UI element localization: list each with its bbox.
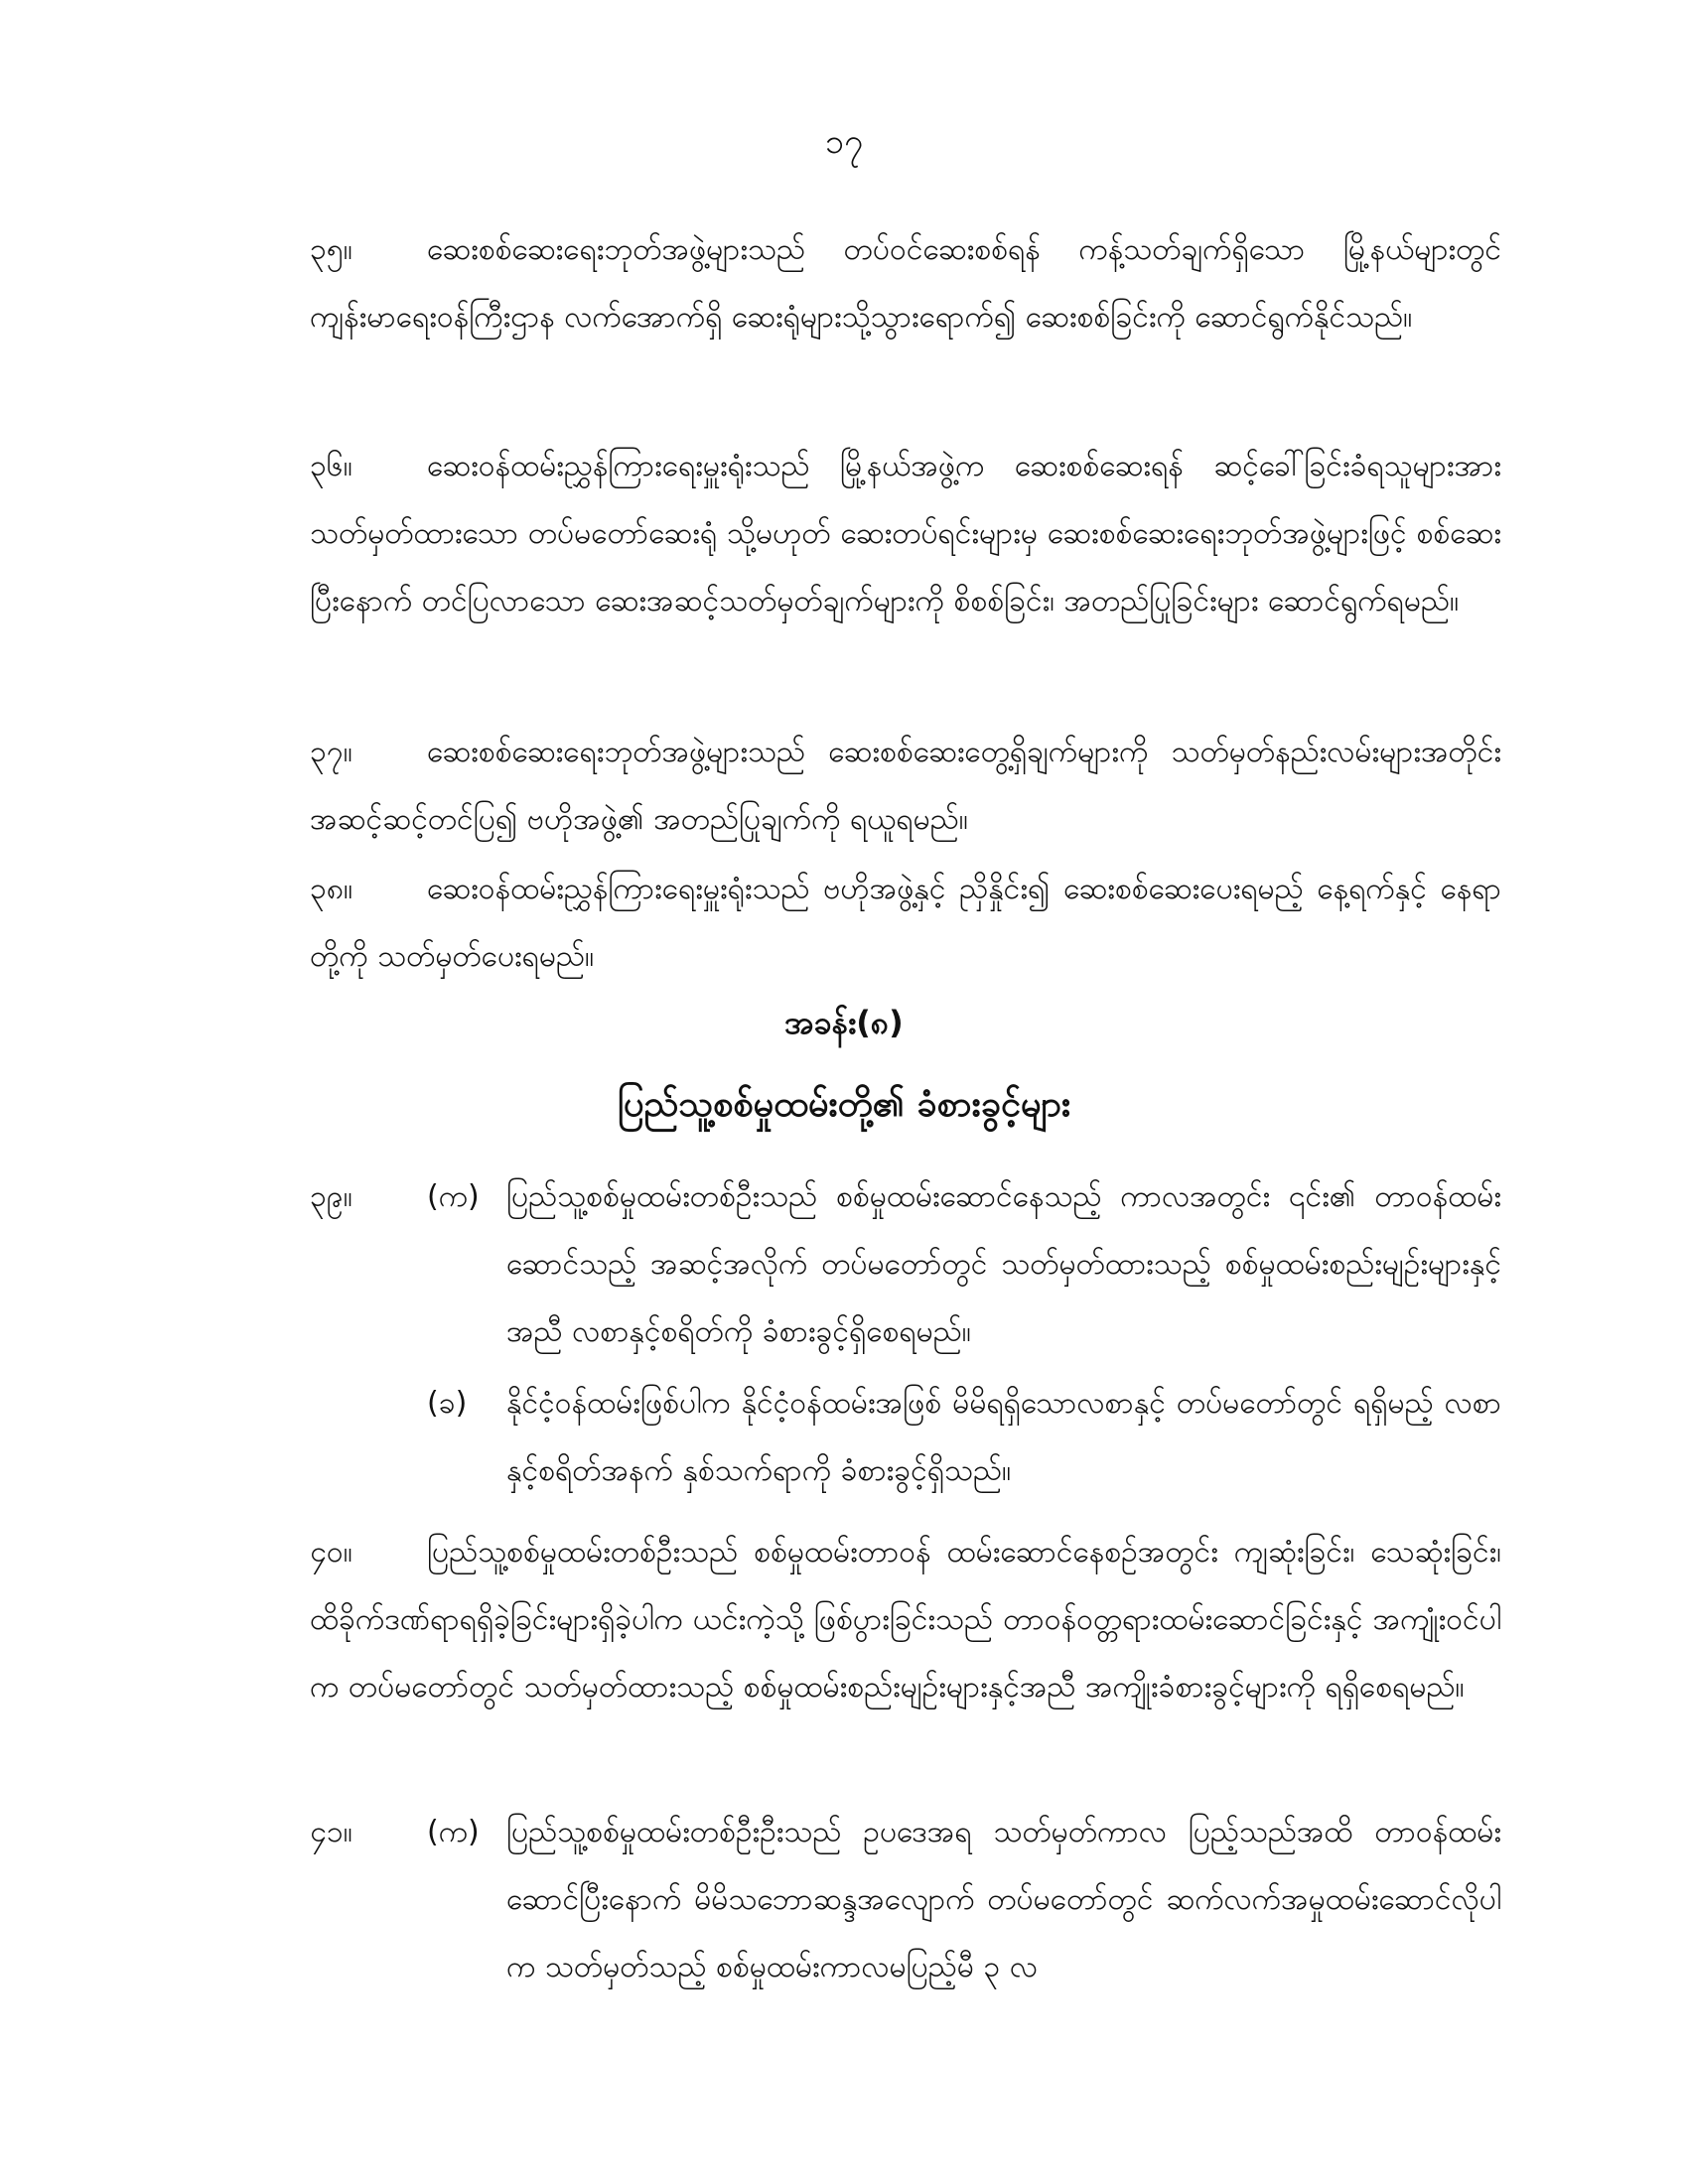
item-marker: (ခ) (427, 1386, 468, 1421)
page-number: ၁၇ (824, 122, 864, 162)
section-number: ၃၈။ (310, 872, 353, 906)
section-number: ၃၆။ (310, 449, 352, 483)
section-38 (310, 856, 1501, 991)
section-35 (310, 216, 1501, 351)
section-text: ပြည်သူ့စစ်မှုထမ်းတစ်ဦးသည် စစ်မှုထမ်းတာဝန် ထမ်းဆောင်နေစဉ်အတွင်း ကျဆုံးခြင်း၊ သေဆုံးခြင်း၊ ထိခိုက်ဒဏ်ရာရရှိခဲ့ခြင်းများရှိခဲ့ပါက ယင်းကဲ့သို့ ဖြစ်ပွားခြင်းသည် တာဝန်ဝတ္တရားထမ်းဆောင်ခြင်းနှင့် အကျုံးဝင်ပါက တပ်မတော်တွင် သတ်မှတ်ထားသည့် စစ်မှုထမ်းစည်းမျဉ်းများနှင့်အညီ အကျိုးခံစားခွင့်များကို ရရှိစေရမည်။ (310, 1535, 1501, 1705)
section-text: ဆေးစစ်ဆေးရေးဘုတ်အဖွဲ့များသည် တပ်ဝင်ဆေးစစ်ရန် ကန့်သတ်ချက်ရှိသော မြို့နယ်များတွင် ကျန်းမာရေးဝန်ကြီးဌာန လက်အောက်ရှိ ဆေးရုံများသို့သွားရောက်၍ ဆေးစစ်ခြင်းကို ဆောင်ရွက်နိုင်သည်။ (310, 232, 1501, 335)
chapter-title: ပြည်သူ့စစ်မှုထမ်းတို့၏ ခံစားခွင့်များ (617, 1084, 1071, 1125)
section-number: ၄၁။ (310, 1815, 352, 1849)
item-marker: (က) (427, 1179, 480, 1214)
item-marker: (က) (427, 1815, 480, 1849)
section-number: ၃၇။ (310, 735, 352, 769)
section-number: ၄၀။ (310, 1535, 352, 1570)
section-number: ၃၅။ (310, 232, 352, 267)
section-text: ဆေးဝန်ထမ်းညွှန်ကြားရေးမှူးရုံးသည် မြို့နယ်အဖွဲ့က ဆေးစစ်ဆေးရန် ဆင့်ခေါ်ခြင်းခံရသူများအား သတ်မှတ်ထားသော တပ်မတော်ဆေးရုံ သို့မဟုတ် ဆေးတပ်ရင်းများမှ ဆေးစစ်ဆေးရေးဘုတ်အဖွဲ့များဖြင့် စစ်ဆေးပြီးနောက် တင်ပြလာသော ဆေးအဆင့်သတ်မှတ်ချက်များကို စိစစ်ခြင်း၊ အတည်ပြုခြင်းများ ဆောင်ရွက်ရမည်။ (310, 449, 1501, 618)
section-number: ၃၉။ (310, 1179, 352, 1214)
chapter-label: အခန်း(၈) (784, 1004, 904, 1041)
section-41-item-a (310, 1799, 1501, 2001)
section-40 (310, 1519, 1501, 1721)
item-text: နိုင်ငံ့ဝန်ထမ်းဖြစ်ပါက နိုင်ငံ့ဝန်ထမ်းအဖြစ် မိမိရရှိသောလစာနှင့် တပ်မတော်တွင် ရရှိမည့် လစာနှင့်စရိတ်အနက် နှစ်သက်ရာကို ခံစားခွင့်ရှိသည်။ (506, 1386, 1501, 1488)
section-text: ဆေးဝန်ထမ်းညွှန်ကြားရေးမှူးရုံးသည် ဗဟိုအဖွဲ့နှင့် ညှိနှိုင်း၍ ဆေးစစ်ဆေးပေးရမည့် နေ့ရက်နှင့် နေရာတို့ကို သတ်မှတ်ပေးရမည်။ (310, 872, 1501, 974)
section-36 (310, 433, 1501, 635)
section-39-item-b (310, 1370, 1501, 1505)
item-text: ပြည်သူ့စစ်မှုထမ်းတစ်ဦးဦးသည် ဥပဒေအရ သတ်မှတ်ကာလ ပြည့်သည်အထိ တာဝန်ထမ်းဆောင်ပြီးနောက် မိမိသဘောဆန္ဒအလျောက် တပ်မတော်တွင် ဆက်လက်အမှုထမ်းဆောင်လိုပါက သတ်မှတ်သည့် စစ်မှုထမ်းကာလမပြည့်မီ ၃ လ (506, 1815, 1501, 1984)
section-text: ဆေးစစ်ဆေးရေးဘုတ်အဖွဲ့များသည် ဆေးစစ်ဆေးတွေ့ရှိချက်များကို သတ်မှတ်နည်းလမ်းများအတိုင်း အဆင့်ဆင့်တင်ပြ၍ ဗဟိုအဖွဲ့၏ အတည်ပြုချက်ကို ရယူရမည်။ (310, 735, 1501, 837)
section-39-item-a (310, 1163, 1501, 1366)
item-text: ပြည်သူ့စစ်မှုထမ်းတစ်ဦးသည် စစ်မှုထမ်းဆောင်နေသည့် ကာလအတွင်း ၎င်း၏ တာဝန်ထမ်းဆောင်သည့် အဆင့်အလိုက် တပ်မတော်တွင် သတ်မှတ်ထားသည့် စစ်မှုထမ်းစည်းမျဉ်းများနှင့်အညီ လစာနှင့်စရိတ်ကို ခံစားခွင့်ရှိစေရမည်။ (506, 1179, 1501, 1349)
section-37 (310, 719, 1501, 854)
